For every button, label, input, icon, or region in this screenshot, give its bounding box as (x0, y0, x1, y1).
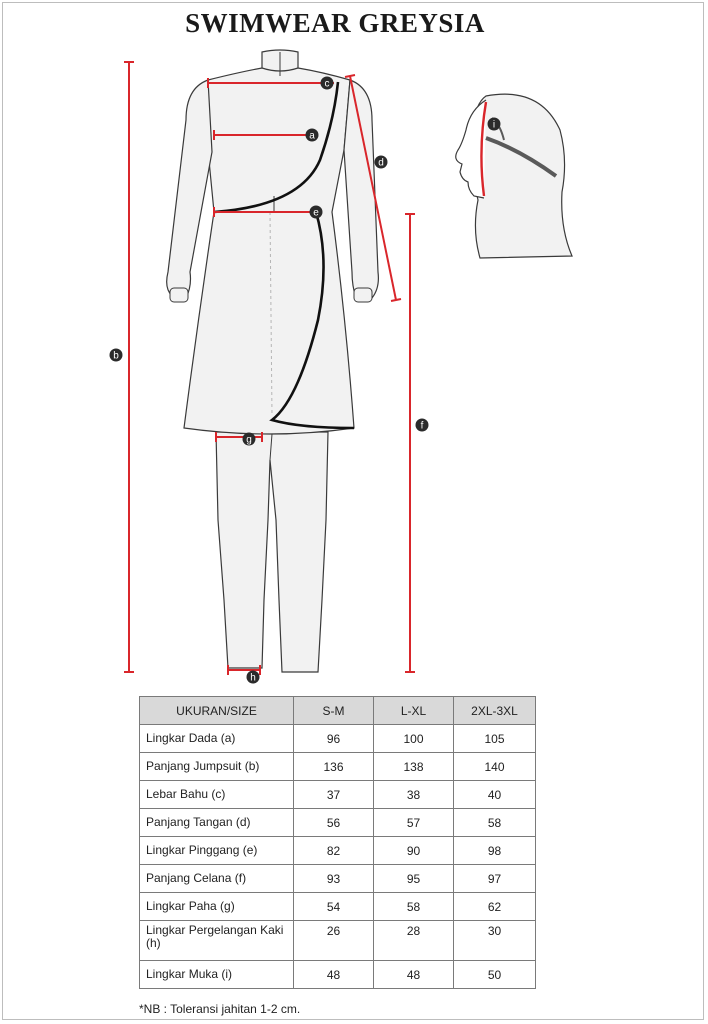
page-title: SWIMWEAR GREYSIA (185, 8, 485, 38)
table-row (140, 753, 536, 781)
header-2xl-3xl: 2XL-3XL (454, 697, 536, 725)
cell-value: 93 (294, 865, 374, 893)
cell-value: 98 (454, 837, 536, 865)
measure-badge-g (243, 433, 256, 446)
table-row (140, 921, 536, 961)
measure-badge-a (306, 129, 319, 142)
cell-value: 58 (374, 893, 454, 921)
cell-value: 62 (454, 893, 536, 921)
cell-value: 38 (374, 781, 454, 809)
cell-value: 90 (374, 837, 454, 865)
measure-label-g: g (246, 434, 252, 446)
cell-value: 138 (374, 753, 454, 781)
table-header-row (140, 697, 536, 725)
row-label: Lebar Bahu (c) (140, 781, 294, 809)
row-label: Panjang Celana (f) (140, 865, 294, 893)
measure-badge-h (247, 671, 260, 684)
pants-illustration (216, 432, 328, 672)
measure-badge-d (375, 156, 388, 169)
cell-value: 96 (294, 725, 374, 753)
measure-badge-e (310, 206, 323, 219)
row-label: Lingkar Dada (a) (140, 725, 294, 753)
cell-value: 50 (454, 961, 536, 989)
cell-value: 48 (374, 961, 454, 989)
cell-value: 26 (294, 921, 374, 961)
row-label: Lingkar Pergelangan Kaki (h) (140, 921, 294, 961)
cell-value: 58 (454, 809, 536, 837)
table-row (140, 961, 536, 989)
table-row (140, 837, 536, 865)
measure-badge-b (110, 349, 123, 362)
measure-label-b: b (113, 350, 119, 362)
cell-value: 56 (294, 809, 374, 837)
tolerance-note: *NB : Toleransi jahitan 1-2 cm. (139, 1002, 301, 1016)
measure-badge-i (488, 118, 501, 131)
row-label: Panjang Tangan (d) (140, 809, 294, 837)
size-chart-table (139, 696, 536, 989)
cell-value: 97 (454, 865, 536, 893)
cell-value: 105 (454, 725, 536, 753)
measure-label-c: c (324, 78, 330, 90)
cell-value: 100 (374, 725, 454, 753)
measure-label-d: d (378, 157, 384, 169)
header-s-m: S-M (294, 697, 374, 725)
cell-value: 40 (454, 781, 536, 809)
measure-label-e: e (313, 207, 319, 219)
row-label: Lingkar Muka (i) (140, 961, 294, 989)
header-l-xl: L-XL (374, 697, 454, 725)
tunic-illustration (167, 50, 379, 434)
row-label: Lingkar Paha (g) (140, 893, 294, 921)
cell-value: 28 (374, 921, 454, 961)
cell-value: 37 (294, 781, 374, 809)
cell-value: 30 (454, 921, 536, 961)
hood-illustration (456, 94, 572, 258)
table-row (140, 809, 536, 837)
table-row (140, 781, 536, 809)
measure-badge-c (321, 77, 334, 90)
measure-label-a: a (309, 130, 315, 142)
cell-value: 136 (294, 753, 374, 781)
measure-label-h: h (250, 672, 256, 684)
table-row (140, 893, 536, 921)
cell-value: 95 (374, 865, 454, 893)
table-row (140, 865, 536, 893)
cell-value: 57 (374, 809, 454, 837)
table-row (140, 725, 536, 753)
row-label: Lingkar Pinggang (e) (140, 837, 294, 865)
cell-value: 140 (454, 753, 536, 781)
header-size: UKURAN/SIZE (140, 697, 294, 725)
measure-badge-f (416, 419, 429, 432)
measure-label-i: i (492, 119, 496, 131)
cell-value: 48 (294, 961, 374, 989)
cell-value: 54 (294, 893, 374, 921)
row-label: Panjang Jumpsuit (b) (140, 753, 294, 781)
measure-label-f: f (420, 420, 424, 432)
cell-value: 82 (294, 837, 374, 865)
